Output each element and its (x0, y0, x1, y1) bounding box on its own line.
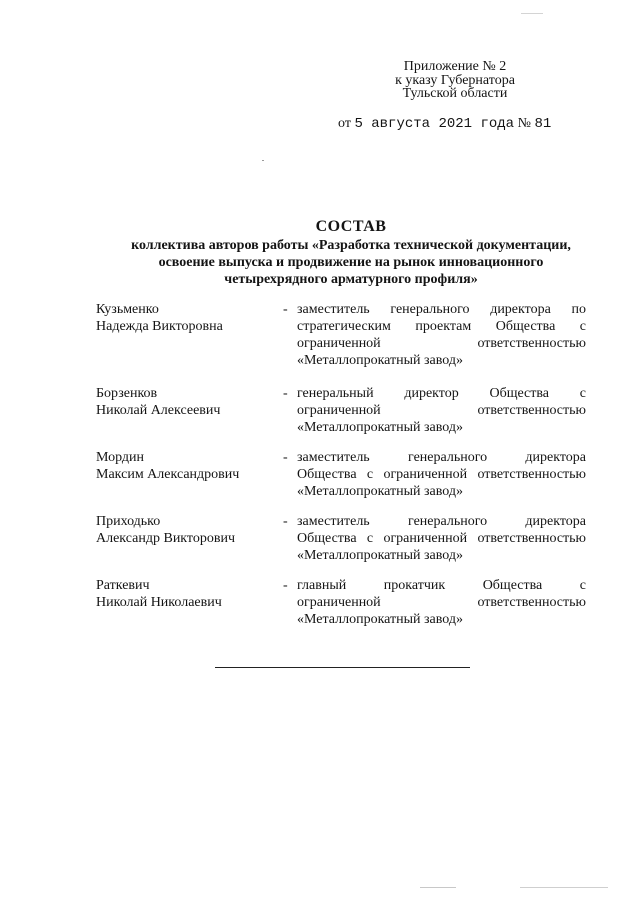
scan-speck (521, 13, 543, 14)
member-given-name: Надежда Викторовна (96, 319, 223, 334)
member-surname: Кузьменко (96, 302, 159, 317)
title-line-3: четырехрядного арматурного профиля» (224, 272, 478, 287)
member-name (96, 577, 276, 611)
role-line: ограниченной ответственностью (297, 336, 586, 351)
member-name (96, 449, 276, 483)
role-line: Общества с ограниченной ответственностью (297, 467, 586, 482)
number-sign: № (517, 116, 531, 131)
member-row (96, 385, 588, 449)
title-line-2: освоение выпуска и продвижение на рынок инновационного (158, 255, 544, 270)
member-surname: Борзенков (96, 386, 158, 401)
member-given-name: Александр Викторович (96, 531, 236, 546)
member-role (297, 301, 586, 369)
decree-reference: к указу Губернатора (395, 72, 515, 88)
member-surname: Раткевич (96, 578, 150, 593)
role-line: «Металлопрокатный завод» (297, 353, 463, 368)
member-row (96, 577, 588, 641)
member-role (297, 385, 586, 436)
scan-speck (520, 887, 608, 888)
role-line: «Металлопрокатный завод» (297, 484, 463, 499)
member-row (96, 513, 588, 577)
member-dash: - (283, 450, 288, 465)
role-line: заместитель генерального директора (297, 450, 586, 465)
appendix-number: Приложение № 2 (403, 59, 507, 74)
role-line: «Металлопрокатный завод» (297, 612, 463, 627)
date-prefix: от (338, 116, 351, 131)
member-surname: Приходько (96, 514, 161, 529)
decree-number: 81 (534, 116, 552, 132)
member-dash: - (283, 302, 288, 317)
role-line: «Металлопрокатный завод» (297, 548, 463, 563)
date-line (338, 116, 551, 132)
title-line-1: коллектива авторов работы «Разработка технической документации, (131, 238, 571, 253)
scan-speck (420, 887, 456, 888)
members-list (96, 301, 588, 641)
role-line: стратегическим проектам Общества с (297, 319, 586, 334)
member-name (96, 513, 276, 547)
title-heading: СОСТАВ (315, 218, 387, 235)
member-given-name: Николай Николаевич (96, 595, 222, 610)
member-dash: - (283, 386, 288, 401)
region-name: Тульской области (402, 86, 508, 101)
end-divider (215, 667, 470, 668)
role-line: «Металлопрокатный завод» (297, 420, 463, 435)
scan-speck (262, 160, 264, 161)
member-given-name: Николай Алексеевич (96, 403, 221, 418)
member-dash: - (283, 578, 288, 593)
member-row (96, 301, 588, 385)
member-role (297, 513, 586, 564)
member-row (96, 449, 588, 513)
member-given-name: Максим Александрович (96, 467, 240, 482)
member-dash: - (283, 514, 288, 529)
role-line: заместитель генерального директора по (297, 302, 586, 317)
role-line: ограниченной ответственностью (297, 403, 586, 418)
role-line: генеральный директор Общества с (297, 386, 586, 401)
appendix-header (360, 60, 550, 101)
member-role (297, 449, 586, 500)
document-title (60, 218, 640, 288)
role-line: заместитель генерального директора (297, 514, 586, 529)
member-name (96, 301, 276, 335)
role-line: главный прокатчик Общества с (297, 578, 586, 593)
role-line: ограниченной ответственностью (297, 595, 586, 610)
role-line: Общества с ограниченной ответственностью (297, 531, 586, 546)
decree-date: 5 августа 2021 года (354, 116, 515, 132)
member-surname: Мордин (96, 450, 145, 465)
member-name (96, 385, 276, 419)
member-role (297, 577, 586, 628)
